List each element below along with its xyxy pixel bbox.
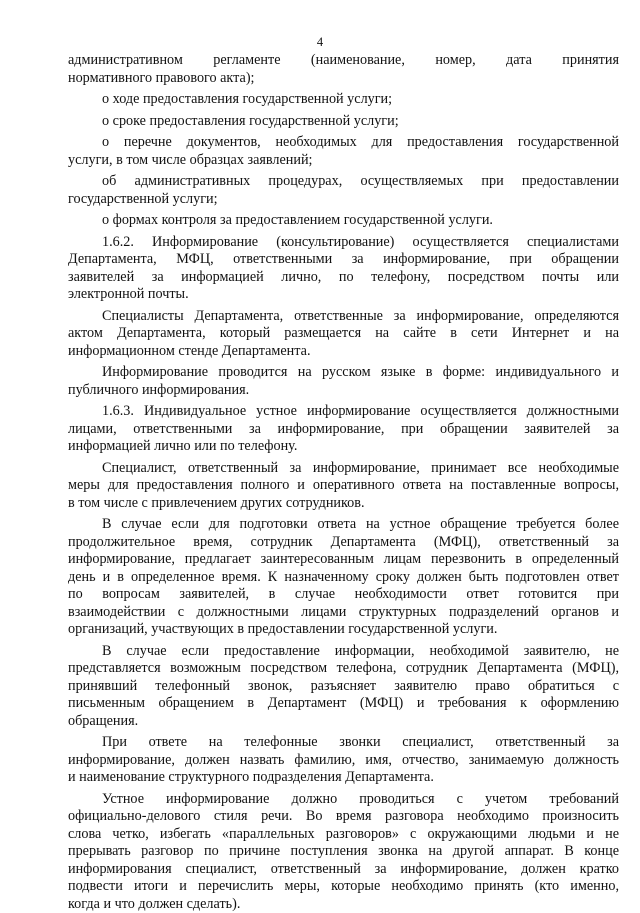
text-line: о сроке предоставления государственной услуги; [68, 113, 619, 131]
text-line: заявителей за информацией лично, по телефону, посредством почты или [68, 269, 619, 287]
paragraph [68, 308, 619, 361]
text-line: официально-делового стиля речи. Во время разговора необходимо произносить [68, 808, 619, 826]
paragraph [68, 134, 619, 169]
paragraph [68, 113, 619, 131]
paragraph [68, 212, 619, 230]
text-line: информирование, предлагает заинтересованным лицам перезвонить в определенный [68, 551, 619, 569]
text-line: лицами, ответственными за информирование, при обращении заявителей за [68, 421, 619, 439]
text-line: о ходе предоставления государственной услуги; [68, 91, 619, 109]
text-line: представляется возможным посредством телефона, сотрудник Департамента (МФЦ), [68, 660, 619, 678]
text-line: Специалисты Департамента, ответственные за информирование, определяются [68, 308, 619, 326]
text-line: прерывать разговор по причине поступления звонка на другой аппарат. В конце [68, 843, 619, 861]
paragraph [68, 403, 619, 456]
text-line: взаимодействии с должностными лицами структурных подразделений органов и [68, 604, 619, 622]
text-line: Информирование проводится на русском языке в форме: индивидуального и [68, 364, 619, 382]
text-line: нормативного правового акта); [68, 70, 619, 88]
text-line: актом Департамента, который размещается на сайте в сети Интернет и на [68, 325, 619, 343]
text-line: Департамента, МФЦ, ответственными за информирование, при обращении [68, 251, 619, 269]
text-line: о перечне документов, необходимых для предоставления государственной [68, 134, 619, 152]
text-line: день и в определенное время. К назначенному сроку должен быть подготовлен ответ [68, 569, 619, 587]
text-line: 1.6.2. Информирование (консультирование) осуществляется специалистами [68, 234, 619, 252]
paragraph [68, 643, 619, 731]
text-line: продолжительное время, сотрудник Департамента (МФЦ), ответственный за [68, 534, 619, 552]
text-line: и наименование структурного подразделения Департамента. [68, 769, 619, 787]
page-number: 4 [0, 35, 640, 50]
text-line: в том числе с привлечением других сотрудников. [68, 495, 619, 513]
paragraph [68, 52, 619, 87]
text-line: подвести итоги и перечислить меры, которые необходимо принять (кто именно, [68, 878, 619, 896]
text-line: о формах контроля за предоставлением государственной услуги. [68, 212, 619, 230]
paragraph [68, 91, 619, 109]
text-line: принявший телефонный звонок, разъясняет заявителю право обратиться с [68, 678, 619, 696]
paragraph [68, 734, 619, 787]
paragraph [68, 460, 619, 513]
paragraph [68, 234, 619, 304]
text-line: когда и что должен сделать). [68, 896, 619, 913]
paragraph [68, 173, 619, 208]
text-line: по вопросам заявителей, в случае необходимости ответ готовится при [68, 586, 619, 604]
text-line: административном регламенте (наименование, номер, дата принятия [68, 52, 619, 70]
text-line: информационном стенде Департамента. [68, 343, 619, 361]
paragraph [68, 791, 619, 913]
text-line: государственной услуги; [68, 191, 619, 209]
paragraph [68, 364, 619, 399]
text-line: информирования специалист, ответственный за информирование, должен кратко [68, 861, 619, 879]
text-line: 1.6.3. Индивидуальное устное информирование осуществляется должностными [68, 403, 619, 421]
text-line: меры для предоставления полного и оперативного ответа на поставленные вопросы, [68, 477, 619, 495]
text-line: слова четко, избегать «параллельных разговоров» с окружающими людьми и не [68, 826, 619, 844]
text-line: информацией лично или по телефону. [68, 438, 619, 456]
text-line: организаций, участвующих в предоставлении государственной услуги. [68, 621, 619, 639]
text-line: электронной почты. [68, 286, 619, 304]
text-line: обращения. [68, 713, 619, 731]
text-line: об административных процедурах, осуществляемых при предоставлении [68, 173, 619, 191]
text-line: услуги, в том числе образцах заявлений; [68, 152, 619, 170]
text-line: В случае если предоставление информации, необходимой заявителю, не [68, 643, 619, 661]
text-line: письменным обращением в Департамент (МФЦ) и требования к оформлению [68, 695, 619, 713]
text-line: Специалист, ответственный за информирование, принимает все необходимые [68, 460, 619, 478]
paragraph [68, 516, 619, 639]
document-body [68, 52, 619, 913]
text-line: При ответе на телефонные звонки специалист, ответственный за [68, 734, 619, 752]
text-line: В случае если для подготовки ответа на устное обращение требуется более [68, 516, 619, 534]
text-line: Устное информирование должно проводиться с учетом требований [68, 791, 619, 809]
text-line: публичного информирования. [68, 382, 619, 400]
text-line: информирование, должен назвать фамилию, имя, отчество, занимаемую должность [68, 752, 619, 770]
